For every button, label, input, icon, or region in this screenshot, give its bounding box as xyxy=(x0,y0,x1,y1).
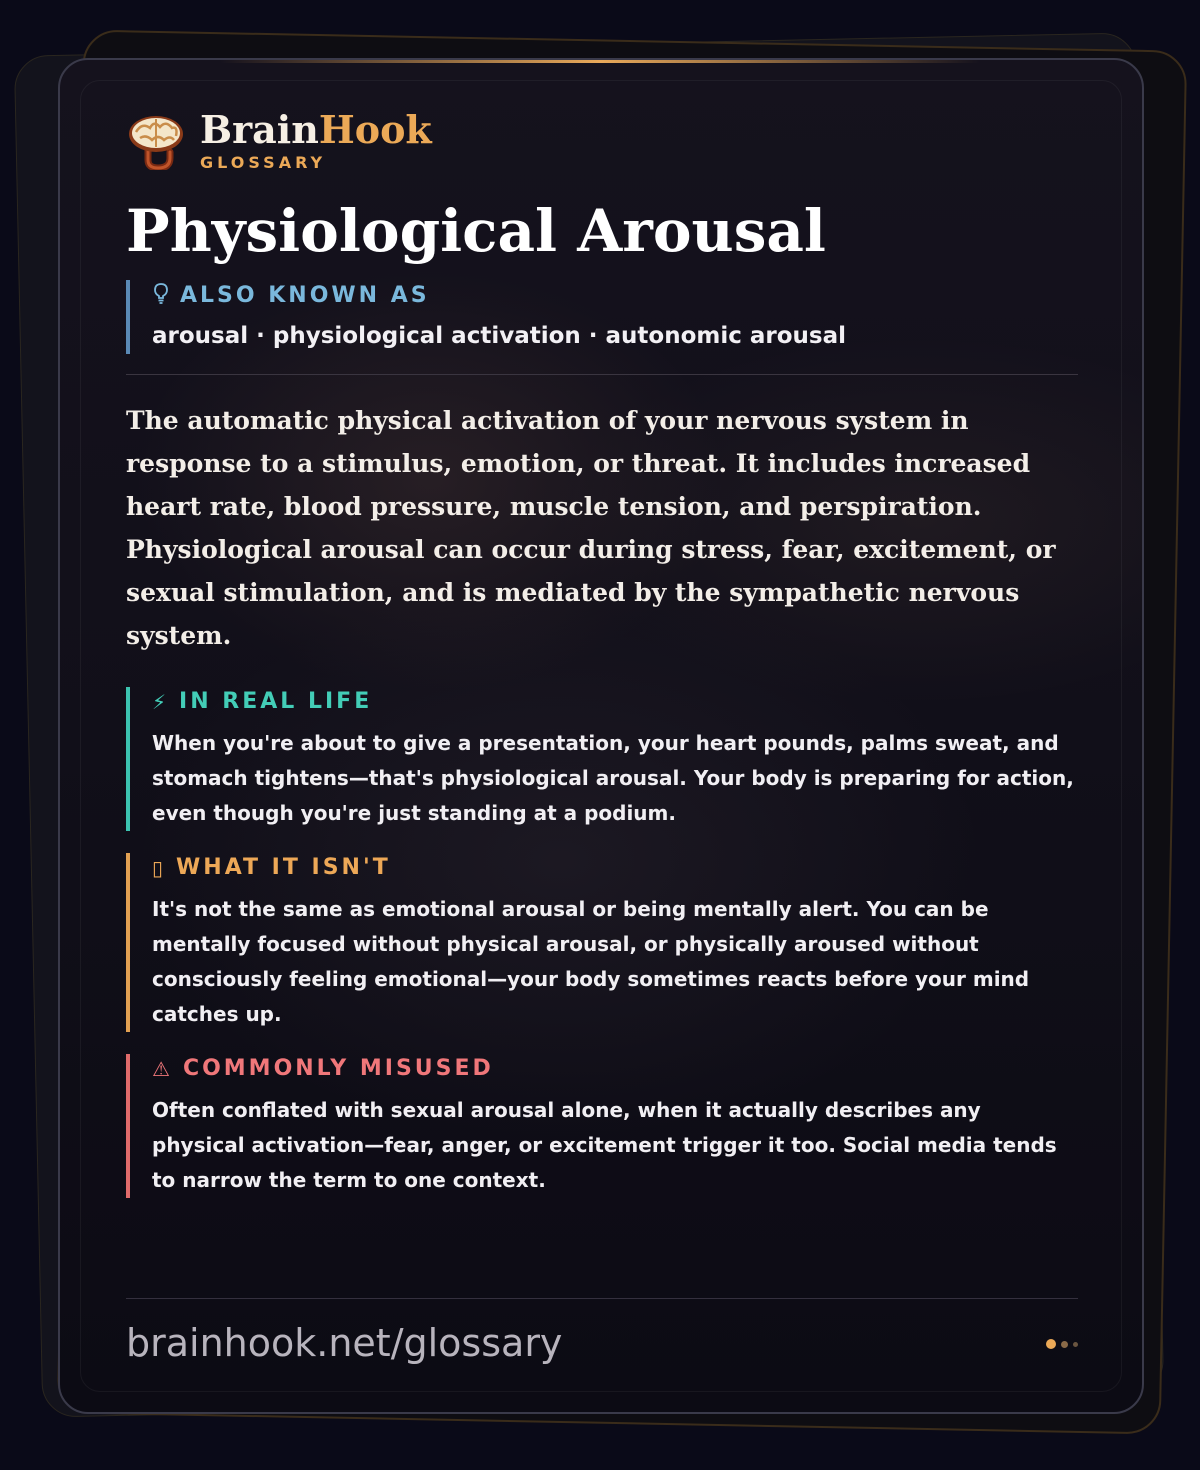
pagination-dots-icon xyxy=(1041,1339,1078,1349)
dot xyxy=(1061,1341,1068,1348)
dot-active xyxy=(1046,1339,1056,1349)
dot xyxy=(1073,1342,1078,1347)
callout-label: COMMONLY MISUSED xyxy=(182,1056,494,1081)
aka-value: arousal · physiological activation · autonomic arousal xyxy=(152,323,847,349)
callout-what-it-isnt xyxy=(126,853,1078,1032)
aka-label: ALSO KNOWN AS xyxy=(180,283,430,308)
missing-glyph-icon: ▯ xyxy=(152,855,167,880)
lightning-icon: ⚡ xyxy=(152,689,170,714)
callout-body: When you're about to give a presentation, your heart pounds, palms sweat, and stomach tightens—that's physiological arousal. Your body is preparing for action, even though you're just standing at a podium. xyxy=(152,731,1074,825)
callout-body: Often conflated with sexual arousal alone, when it actually describes any physical activation—fear, anger, or excitement trigger it too. Social media tends to narrow the term to one context. xyxy=(152,1098,1057,1192)
divider xyxy=(126,374,1078,375)
callout-body: It's not the same as emotional arousal or being mentally alert. You can be mentally focused without physical arousal, or physically aroused without consciously feeling emotional—your body sometimes reacts before your mind catches up. xyxy=(152,897,1030,1026)
callout-in-real-life xyxy=(126,687,1078,831)
term-title: Physiological Arousal xyxy=(126,197,826,265)
callout-label: WHAT IT ISN'T xyxy=(176,855,391,880)
brand-name xyxy=(200,106,432,152)
callout-heading xyxy=(152,855,1078,880)
footer-url-link[interactable]: brainhook.net/glossary xyxy=(126,1321,563,1365)
brand-header xyxy=(126,100,1078,180)
definition-text: The automatic physical activation of your nervous system in response to a stimulus, emotion, or threat. It includes increased heart rate, blood pressure, muscle tension, and perspiration. Physiological arousal can occur during stress, fear, excitement, or sexual stimulation, and is mediated by the sympathetic nervous system. xyxy=(126,406,1056,650)
glossary-card xyxy=(58,58,1144,1414)
card-footer xyxy=(126,1298,1078,1365)
also-known-as-block xyxy=(126,280,1078,354)
brand-name-accent: Hook xyxy=(318,106,432,152)
callout-heading xyxy=(152,689,1078,714)
brain-hook-icon xyxy=(126,110,186,170)
brand-subtitle: GLOSSARY xyxy=(200,152,327,172)
callout-label: IN REAL LIFE xyxy=(179,689,373,714)
brand-name-main: Brain xyxy=(200,106,319,152)
card-content xyxy=(126,100,1078,1198)
callout-commonly-misused xyxy=(126,1054,1078,1198)
aka-heading xyxy=(152,282,1078,309)
lightbulb-icon xyxy=(152,282,170,309)
callout-heading xyxy=(152,1056,1078,1081)
warning-icon: ⚠ xyxy=(152,1056,173,1081)
